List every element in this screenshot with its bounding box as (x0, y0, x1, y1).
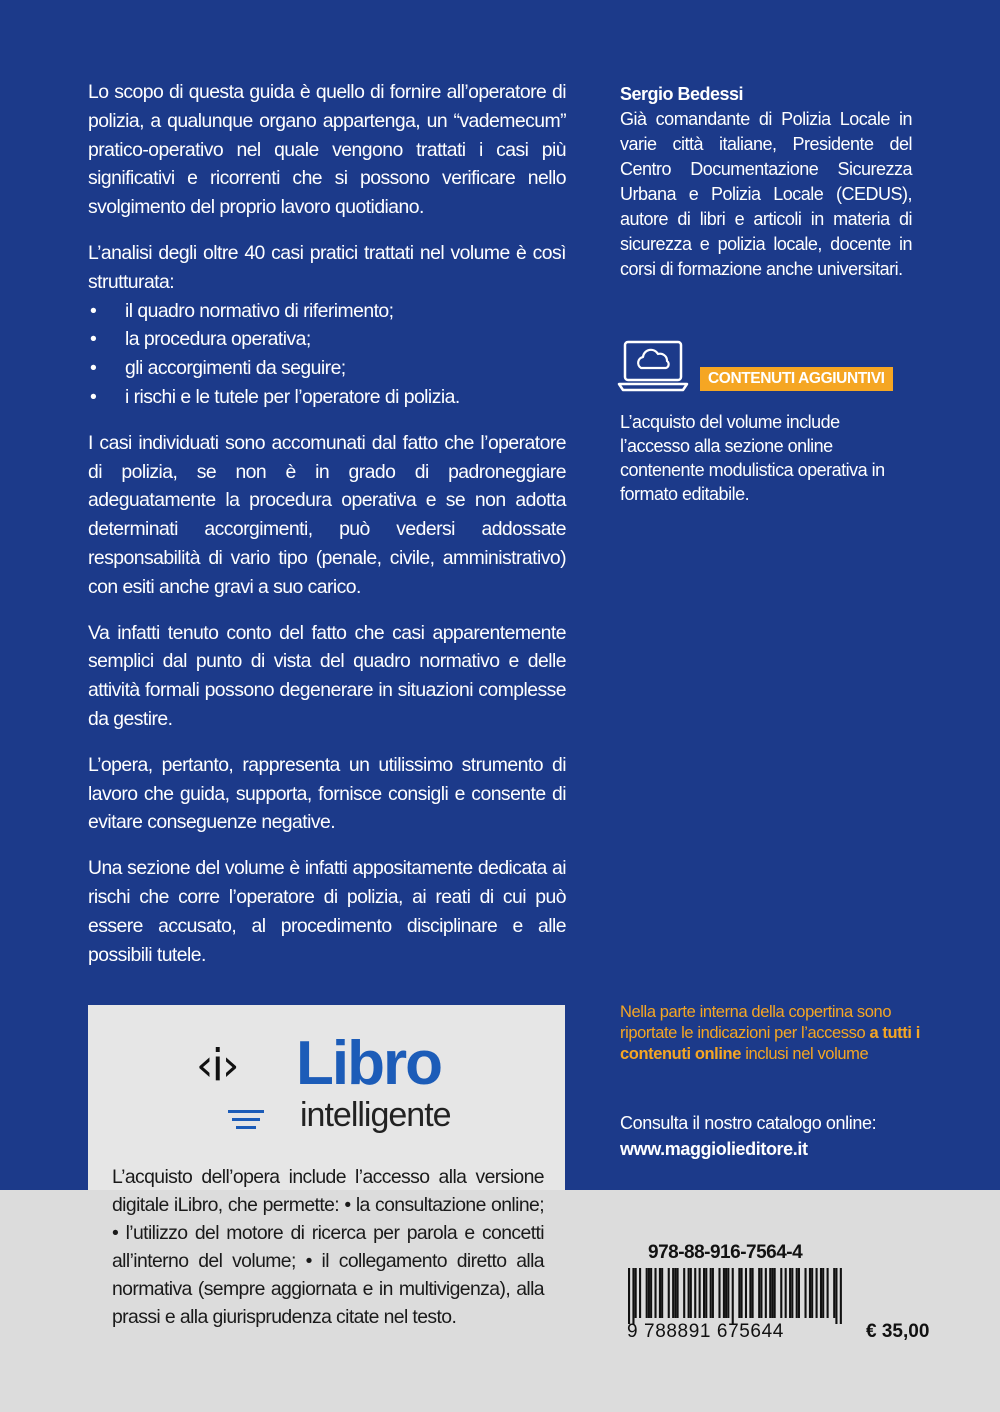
barcode-bar (749, 1268, 751, 1318)
barcode-bar (661, 1268, 663, 1318)
barcode-bar (760, 1268, 762, 1318)
barcode-bar (705, 1268, 707, 1318)
list-item: • gli accorgimenti da seguire; (88, 354, 566, 383)
barcode-bar (796, 1268, 798, 1318)
barcode-bar (654, 1268, 656, 1318)
structure-list (88, 297, 566, 412)
barcode-bar (840, 1268, 842, 1324)
barcode-bar (765, 1268, 767, 1318)
barcode-bar (710, 1268, 712, 1318)
catalog-block (620, 1110, 940, 1162)
barcode-bar (741, 1268, 743, 1318)
list-item: • il quadro normativo di riferimento; (88, 297, 566, 326)
barcode-bar (791, 1268, 793, 1318)
barcode-bar (798, 1268, 800, 1318)
barcode-bar (769, 1268, 771, 1318)
catalog-url-link[interactable]: www.maggiolieditore.it (620, 1139, 808, 1159)
author-bio: Già comandante di Polizia Locale in varie città italiane, Presidente del Centro Documentazione Sicurezza Urbana e Polizia Locale (CEDUS), autore di libri e articoli in materia di sicurezza e polizia locale, docente in corsi di formazione anche universitari. (620, 109, 912, 279)
online-access-note (620, 1002, 930, 1065)
description-text (88, 78, 566, 986)
barcode-bar (690, 1268, 692, 1318)
barcode-bar (822, 1268, 824, 1318)
isbn: 978-88-916-7564-4 (648, 1242, 803, 1263)
barcode-bar (835, 1268, 837, 1324)
barcode-bar (809, 1268, 811, 1318)
barcode-bar (780, 1268, 782, 1318)
ilibro-word: Libro (296, 1029, 441, 1098)
paragraph-structure: L’analisi degli oltre 40 casi pratici trattati nel volume è così strutturata: (88, 241, 566, 293)
barcode-bar (712, 1268, 714, 1318)
barcode-bar (723, 1268, 725, 1318)
paragraph-tool: L’opera, pertanto, rappresenta un utilissimo strumento di lavoro che guida, supporta, fornisce consigli e consente di evitare conseguenze negative. (88, 753, 566, 834)
paragraph-cases: I casi individuati sono accomunati dal fatto che l’operatore di polizia, se non è in grado di padroneggiare adeguatamente la procedura operativa e se non adotta determinati accorgimenti, può vedersi addossate responsabilità di vario tipo (penale, civile, amministrativo) con esiti anche gravi a suo carico. (88, 431, 566, 598)
catalog-label: Consulta il nostro catalogo online: (620, 1113, 877, 1133)
barcode-bar (648, 1268, 650, 1318)
barcode-bar (774, 1268, 776, 1318)
barcode-bar (703, 1268, 705, 1318)
barcode-bar (718, 1268, 720, 1318)
lightbulb-lines-icon (224, 1108, 268, 1136)
paragraph-risks: Una sezione del volume è infatti appositamente dedicata ai rischi che corre l’operatore di polizia, ai reati di cui può essere accusato, al procedimento disciplinare e alle possibili tutele. (88, 857, 566, 966)
barcode-bar (816, 1268, 818, 1318)
barcode-bar (659, 1268, 661, 1318)
barcode-bar (672, 1268, 674, 1318)
barcode-bar (628, 1268, 630, 1324)
barcode-bar (752, 1268, 754, 1318)
barcode-bar (688, 1268, 690, 1318)
paragraph-intro: Lo scopo di questa guida è quello di fornire all’operatore di polizia, a qualunque organo appartenga, un “vademecum” pratico-operativo nel quale vengono trattati i casi più significativi e ricorrenti che si possono verificare nello svolgimento del proprio lavoro quotidiano. (88, 81, 566, 219)
barcode-bar (699, 1268, 701, 1318)
ilibro-logo (196, 1030, 466, 1145)
barcode-bar (677, 1268, 679, 1318)
barcode-bar (639, 1268, 641, 1318)
barcode-bar (727, 1268, 729, 1318)
note-highlight: a tutti i contenuti online (620, 1024, 920, 1063)
laptop-cloud-icon (617, 340, 689, 392)
barcode-bar (650, 1268, 652, 1318)
barcode-bar (674, 1268, 676, 1318)
barcode-bar (635, 1268, 637, 1318)
ilibro-description: L’acquisto dell’opera include l’accesso alla versione digitale iLibro, che permette: • la consultazione online; • l’utilizzo del motore di ricerca per parola e concetti all’interno del volume; • il collegamento diretto alla normativa (sempre aggiornata e in multivigenza), alla prassi e alla giurisprudenza citate nel testo. (112, 1166, 544, 1328)
barcode-bar (732, 1268, 734, 1324)
barcode-bar (804, 1268, 806, 1318)
ilibro-subtitle: intelligente (300, 1096, 451, 1134)
author-name: Sergio Bedessi (620, 84, 744, 104)
list-item: • i rischi e le tutele per l’operatore di polizia. (88, 383, 566, 412)
barcode-bar (668, 1268, 670, 1318)
price: € 35,00 (866, 1321, 930, 1342)
barcode-bar (632, 1268, 634, 1324)
barcode-digits: 9 788891 675644 (627, 1321, 784, 1342)
barcode-bar (827, 1268, 829, 1318)
barcode-bar (811, 1268, 813, 1318)
paragraph-complexity: Va infatti tenuto conto del fatto che casi apparentemente semplici dal punto di vista del quadro normativo e delle attività formali possono degenerare in situazioni complesse da gestire. (88, 621, 566, 730)
barcode-bar (745, 1268, 747, 1318)
ilibro-brackets: ‹i› (196, 1040, 238, 1091)
author-block (620, 82, 912, 282)
barcode-bar (789, 1268, 791, 1318)
barcode-bar (646, 1268, 648, 1318)
barcode-bar (738, 1268, 740, 1318)
barcode (628, 1268, 842, 1324)
barcode-bar (785, 1268, 787, 1318)
barcode-bar (833, 1268, 835, 1318)
note-text: Nella parte interna della copertina sono riportate le indicazioni per l’accesso (620, 1003, 892, 1042)
barcode-bar (694, 1268, 696, 1318)
barcode-bar (683, 1268, 685, 1318)
contenuti-text: L’acquisto del volume include l’accesso alla sezione online contenente modulistica operativa in formato editabile. (620, 412, 885, 504)
list-item: • la procedura operativa; (88, 325, 566, 354)
barcode-bar (771, 1268, 773, 1318)
contenuti-aggiuntivi-badge: CONTENUTI AGGIUNTIVI (700, 367, 893, 391)
barcode-bar (725, 1268, 727, 1318)
barcode-bar (758, 1268, 760, 1318)
note-text-end: inclusi nel volume (741, 1045, 869, 1063)
barcode-bar (820, 1268, 822, 1318)
